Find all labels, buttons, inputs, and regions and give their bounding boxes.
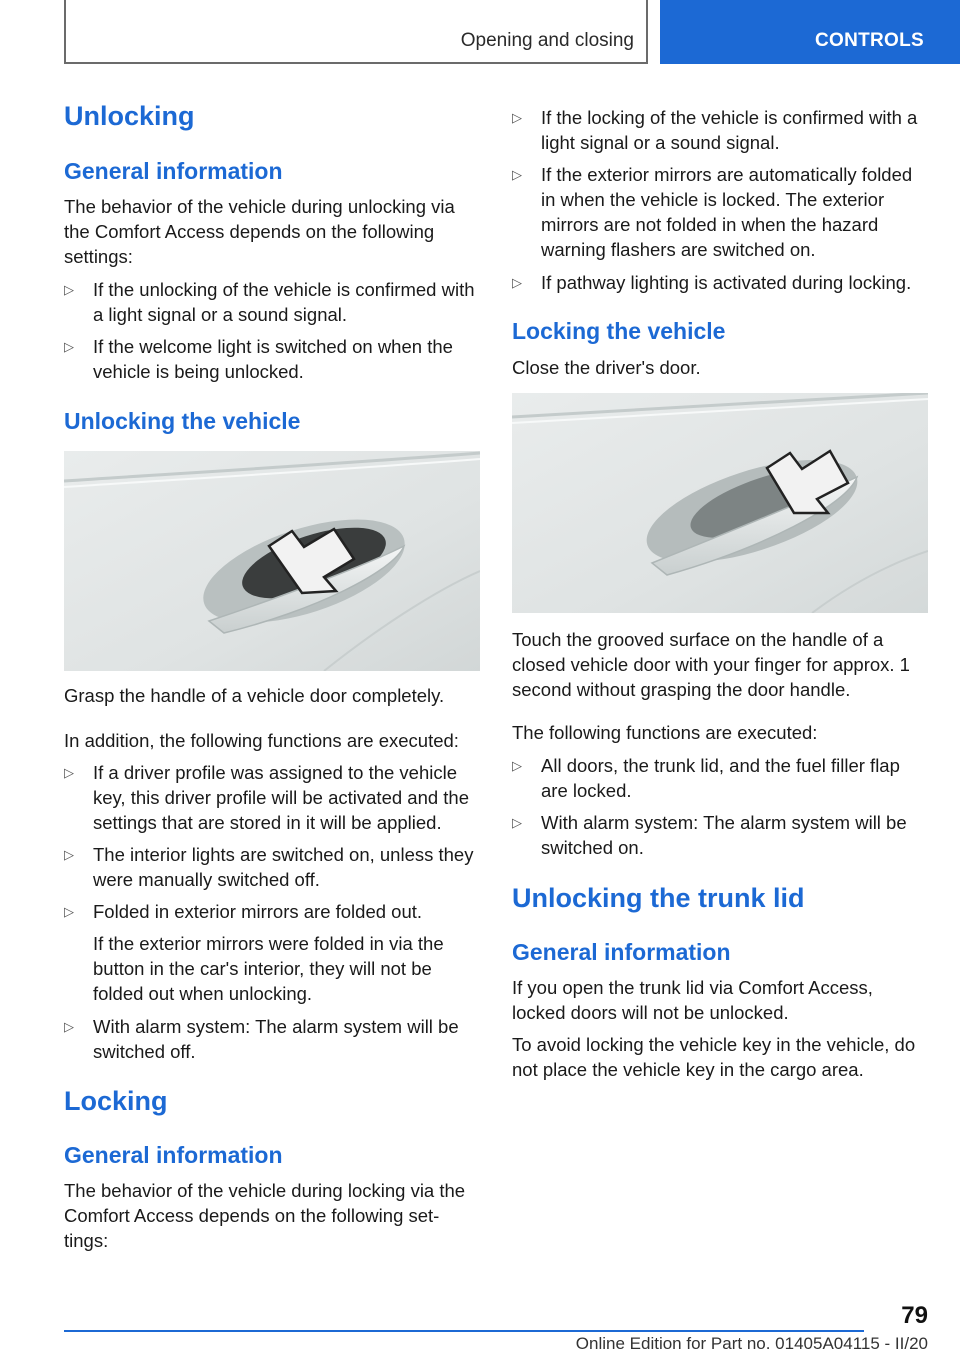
- paragraph-unlocking-general: The behavior of the vehicle during unlocking via the Comfort Access depends on the following settings:: [64, 196, 455, 267]
- door-handle-unlocking-illustration: [64, 451, 480, 671]
- list-item: ▷ If the welcome light is switched on when the vehicle is being unlocked.: [64, 336, 453, 382]
- triangle-right-icon: ▷: [64, 904, 74, 919]
- triangle-right-icon: ▷: [512, 275, 522, 290]
- paragraph-touch-surface: Touch the grooved surface on the handle of a closed vehicle door with your finger for approx. 1 second without grasping the door handle.: [512, 629, 910, 700]
- list-item: ▷ If the exterior mirrors are automatically folded in when the vehicle is locked. The exterior mirrors are not folded in when the hazard warning flashers are switched on.: [512, 164, 913, 260]
- triangle-right-icon: ▷: [64, 765, 74, 780]
- triangle-right-icon: ▷: [512, 815, 522, 830]
- triangle-right-icon: ▷: [64, 282, 74, 297]
- paragraph-close-door: Close the driver's door.: [512, 357, 701, 378]
- list-item: ▷ With alarm system: The alarm system will be switched off.: [64, 1016, 459, 1062]
- triangle-right-icon: ▷: [64, 847, 74, 862]
- heading-unlocking: Unlocking: [64, 101, 195, 131]
- footer-edition: Online Edition for Part no. 01405A04115 - II/20: [575, 1334, 928, 1353]
- heading-locking: Locking: [64, 1086, 168, 1116]
- paragraph-in-addition: In addition, the following functions are executed:: [64, 730, 459, 751]
- list-item: ▷ Folded in exterior mirrors are folded out.: [64, 901, 423, 922]
- heading-general-information-trunk: General information: [512, 939, 731, 965]
- list-item: ▷ If pathway lighting is activated during locking.: [512, 272, 912, 293]
- list-item: ▷ All doors, the trunk lid, and the fuel filler flap are locked.: [512, 755, 900, 801]
- triangle-right-icon: ▷: [512, 758, 522, 773]
- list-item: ▷ With alarm system: The alarm system will be switched on.: [512, 812, 907, 858]
- heading-unlocking-the-vehicle: Unlocking the vehicle: [64, 408, 301, 434]
- paragraph-trunk-key-warning: To avoid locking the vehicle key in the vehicle, do not place the vehicle key in the cargo area.: [512, 1034, 916, 1080]
- list-item: ▷ The interior lights are switched on, unless they were manually switched off.: [64, 844, 474, 890]
- heading-locking-the-vehicle: Locking the vehicle: [512, 318, 726, 344]
- paragraph-grasp-handle: Grasp the handle of a vehicle door completely.: [64, 685, 445, 706]
- paragraph-following-functions: The following functions are executed:: [512, 722, 818, 743]
- triangle-right-icon: ▷: [512, 167, 522, 182]
- heading-general-information-locking: General information: [64, 1142, 283, 1168]
- list-item: ▷ If the unlocking of the vehicle is confirmed with a light signal or a sound signal.: [64, 279, 475, 325]
- paragraph-locking-general: The behavior of the vehicle during locking via the Comfort Access depends on the following set-tings:: [64, 1180, 466, 1251]
- triangle-right-icon: ▷: [64, 1019, 74, 1034]
- door-handle-locking-illustration: [512, 393, 928, 613]
- page-number: 79: [901, 1302, 928, 1329]
- list-item: ▷ If a driver profile was assigned to the vehicle key, this driver profile will be activated and the settings that are stored in it will be applied.: [64, 762, 470, 833]
- heading-unlocking-trunk-lid: Unlocking the trunk lid: [512, 883, 805, 913]
- triangle-right-icon: ▷: [512, 110, 522, 125]
- paragraph-mirror-note: If the exterior mirrors were folded in via the button in the car's interior, they will not be folded out when unlocking.: [93, 933, 444, 1004]
- header-chapter-label: CONTROLS: [815, 30, 925, 51]
- header-section-box: [64, 0, 648, 64]
- triangle-right-icon: ▷: [64, 339, 74, 354]
- header-chapter-tab: [660, 0, 960, 64]
- paragraph-trunk-comfort-access: If you open the trunk lid via Comfort Access, locked doors will not be unlocked.: [512, 977, 873, 1023]
- footer-divider: [64, 1330, 864, 1332]
- list-item: ▷ If the locking of the vehicle is confirmed with a light signal or a sound signal.: [512, 107, 918, 153]
- heading-general-information-unlocking: General information: [64, 158, 283, 184]
- header-section-title: Opening and closing: [460, 30, 634, 51]
